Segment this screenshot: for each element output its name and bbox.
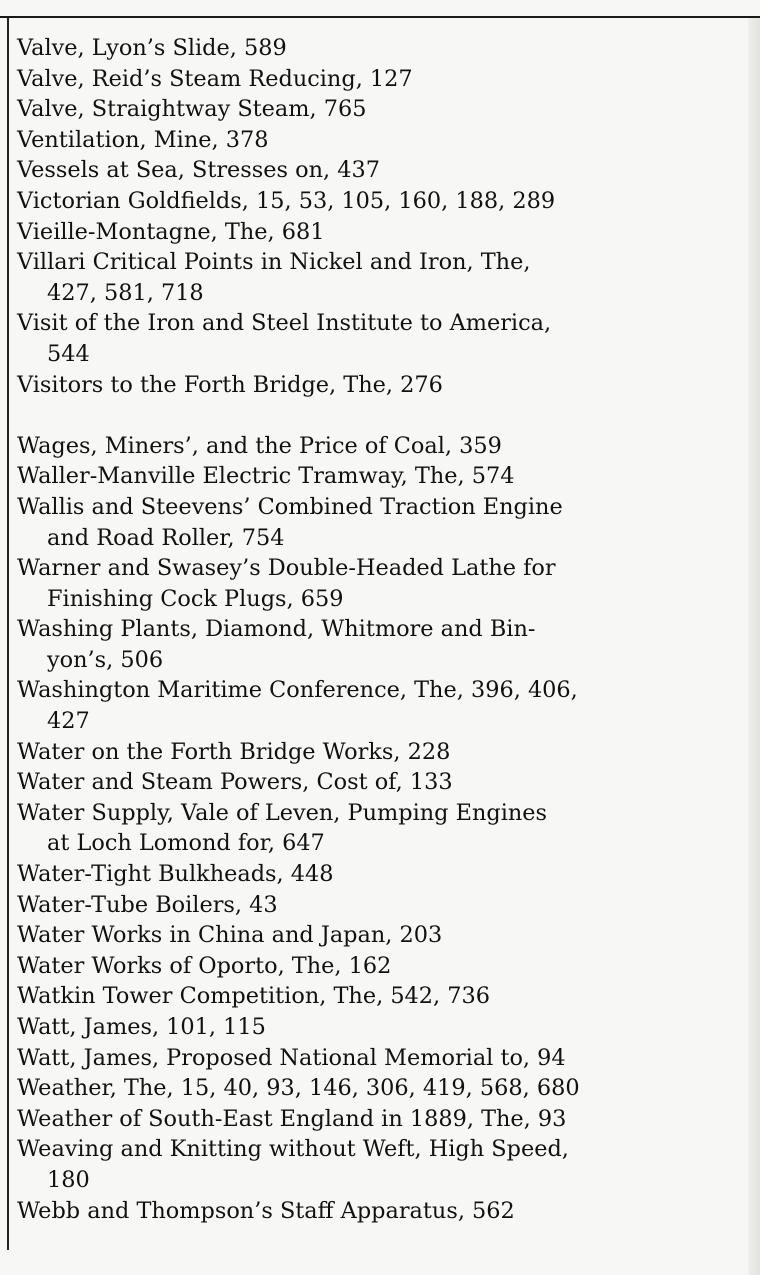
index-entry (17, 1104, 745, 1135)
index-entry (17, 94, 745, 125)
index-entry (17, 461, 745, 492)
index-entry (17, 737, 745, 768)
index-entry-text: Vessels at Sea, Stresses on, 437 (17, 157, 381, 184)
index-entry (17, 1073, 745, 1104)
index-entry-text: Vieille-Montagne, The, 681 (17, 218, 325, 245)
index-entry (17, 492, 745, 553)
index-entry-text: Valve, Straightway Steam, 765 (17, 96, 367, 123)
index-entry (17, 186, 745, 217)
index-entry (17, 920, 745, 951)
index-entry-text: Water-Tight Bulkheads, 448 (17, 861, 334, 888)
index-entry-text: Visit of the Iron and Steel Institute to America, (17, 310, 552, 337)
index-entry (17, 951, 745, 982)
index-entry-text: Victorian Goldfields, 15, 53, 105, 160, 188, 289 (17, 187, 556, 214)
index-entry-text: Wages, Miners’, and the Price of Coal, 359 (17, 432, 502, 459)
index-entry-text: Wallis and Steevens’ Combined Traction Engine (17, 493, 563, 520)
index-entry-text: Weather of South-East England in 1889, The, 93 (17, 1105, 567, 1132)
index-entry (17, 767, 745, 798)
index-entry-continuation: 427, 581, 718 (47, 279, 204, 306)
index-entry-text: Waller-Manville Electric Tramway, The, 574 (17, 463, 515, 490)
index-entry-text: Water and Steam Powers, Cost of, 133 (17, 769, 453, 796)
index-entry-text: Ventilation, Mine, 378 (17, 126, 269, 153)
index-entry-continuation: 544 (47, 340, 90, 367)
index-entry (17, 370, 745, 401)
index-entry-text: Weather, The, 15, 40, 93, 146, 306, 419, 568, 680 (17, 1075, 580, 1102)
index-column (17, 33, 745, 1226)
index-entry-text: Valve, Lyon’s Slide, 589 (17, 35, 287, 61)
index-entry-continuation: 427 (47, 708, 90, 735)
top-rule (0, 16, 760, 18)
index-entry-text: Webb and Thompson’s Staff Apparatus, 562 (17, 1197, 515, 1224)
index-entry-continuation: at Loch Lomond for, 647 (47, 830, 325, 857)
index-entry-text: Watkin Tower Competition, The, 542, 736 (17, 983, 491, 1010)
index-entry-continuation: Finishing Cock Plugs, 659 (47, 585, 344, 612)
index-entry-continuation: and Road Roller, 754 (47, 524, 285, 551)
index-entry-text: Watt, James, Proposed National Memorial to, 94 (17, 1044, 566, 1071)
index-entry-text: Water Works of Oporto, The, 162 (17, 952, 392, 979)
index-entry (17, 675, 745, 736)
index-entry-text: Watt, James, 101, 115 (17, 1014, 266, 1040)
page-edge-shadow (748, 18, 760, 1275)
index-entry (17, 1043, 745, 1074)
index-entry-text: Villari Critical Points in Nickel and Iron, The, (17, 249, 531, 276)
index-entry (17, 308, 745, 369)
index-entry (17, 798, 745, 859)
index-entry (17, 614, 745, 675)
index-entry-text: Water-Tube Boilers, 43 (17, 891, 278, 918)
index-entry-text: Washing Plants, Diamond, Whitmore and Bin- (17, 616, 536, 643)
section-gap (17, 400, 745, 431)
index-entry (17, 155, 745, 186)
index-entry (17, 553, 745, 614)
index-section-w (17, 431, 745, 1226)
index-entry-continuation: yon’s, 506 (47, 646, 164, 673)
index-entry-text: Washington Maritime Conference, The, 396, 406, (17, 677, 578, 704)
index-entry (17, 247, 745, 308)
index-entry-text: Valve, Reid’s Steam Reducing, 127 (17, 65, 413, 92)
index-entry (17, 125, 745, 156)
index-entry (17, 981, 745, 1012)
index-entry-text: Warner and Swasey’s Double-Headed Lathe for (17, 555, 556, 582)
index-entry (17, 33, 745, 64)
column-rule (7, 18, 9, 1250)
index-entry (17, 431, 745, 462)
index-entry-text: Water Works in China and Japan, 203 (17, 922, 443, 949)
index-entry-continuation: 180 (47, 1166, 90, 1193)
index-section-v (17, 33, 745, 400)
index-entry-text: Visitors to the Forth Bridge, The, 276 (17, 371, 443, 398)
index-entry (17, 1196, 745, 1227)
index-entry-text: Water Supply, Vale of Leven, Pumping Engines (17, 799, 548, 826)
index-entry-text: Water on the Forth Bridge Works, 228 (17, 738, 451, 765)
index-entry (17, 890, 745, 921)
index-entry (17, 859, 745, 890)
index-entry (17, 1012, 745, 1043)
index-entry (17, 1134, 745, 1195)
index-entry (17, 217, 745, 248)
index-entry-text: Weaving and Knitting without Weft, High Speed, (17, 1136, 569, 1163)
index-entry (17, 64, 745, 95)
